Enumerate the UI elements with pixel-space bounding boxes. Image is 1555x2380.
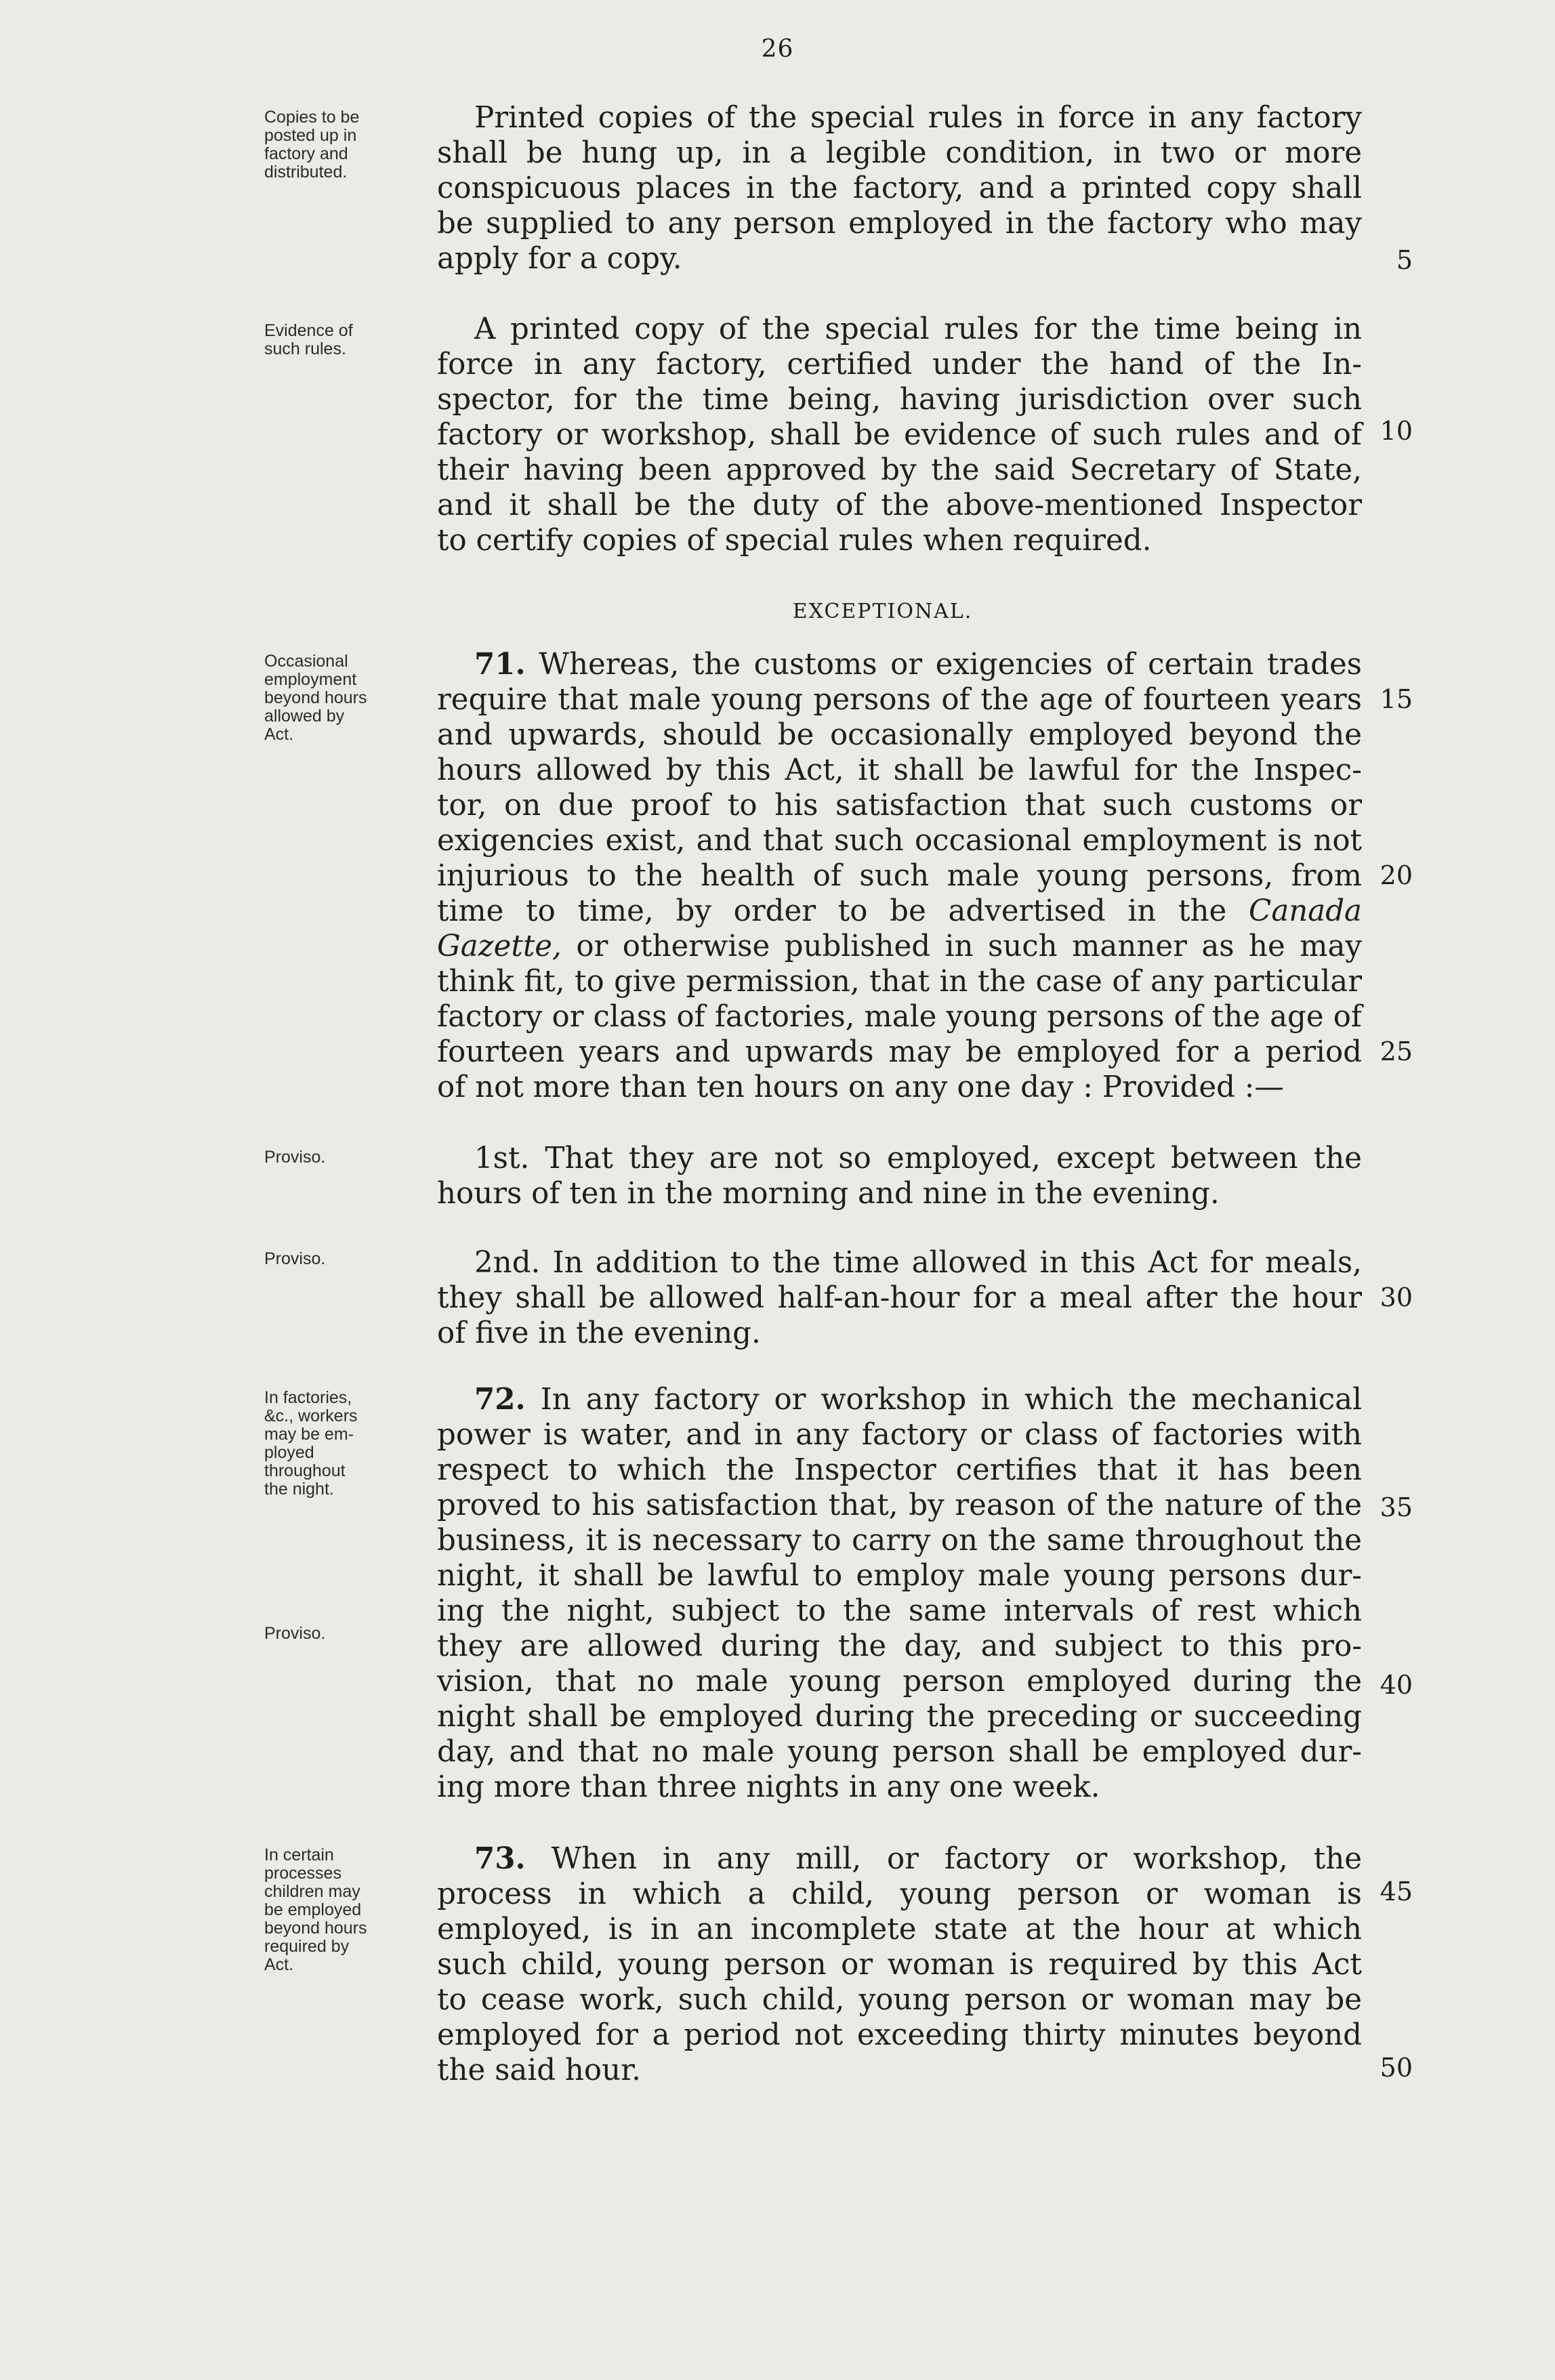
margin-note-evidence: Evidence of such rules.	[264, 321, 353, 358]
line-number: 15	[1380, 684, 1413, 714]
margin-note-certain-processes: In certain processes children may be employed beyond hours required by Act.	[264, 1845, 367, 1974]
section-73: 73. When in any mill, or factory or workshop, the process in which a child, young person or woman is employed, is in an incomplete state at the hour at which such child, young person or woman is required by this Act to cease work, such child, young person or woman may be employed for a period not exceeding thirty minutes beyond the said hour.	[437, 1841, 1362, 2087]
section-71: 71. Whereas, the customs or exigencies of certain trades require that male young persons of the age of fourteen years and upwards, should be occasionally employed beyond the hours allowed by this Act, it shall be lawful for the Inspec- tor, on due proof to his satisfaction that such customs or exigencies exist, and that such occasional employment is not injurious to the health of such male young persons, from time to time, by order to be advertised in the Canada Gazette, or otherwise published in such manner as he may think fit, to give permission, that in the case of any particular factory or class of factories, male young persons of the age of fourteen years and upwards may be employed for a period of not more than ten hours on any one day : Provided :—	[437, 647, 1363, 1104]
section-number-71: 71.	[474, 647, 526, 682]
margin-note-proviso-3: Proviso.	[264, 1624, 326, 1643]
page-number: 26	[761, 35, 794, 63]
margin-note-occasional-employment: Occasional employment beyond hours allowed by Act.	[264, 652, 367, 744]
margin-note-night-work: In factories, &c., workers may be em- ployed throughout the night.	[264, 1388, 358, 1499]
margin-note-copies-posted: Copies to be posted up in factory and distributed.	[264, 108, 360, 182]
section-heading: EXCEPTIONAL.	[792, 600, 973, 623]
margin-note-proviso-1: Proviso.	[264, 1148, 326, 1167]
proviso-first: 1st. That they are not so employed, except between the hours of ten in the morning and nine in the evening.	[437, 1142, 1362, 1211]
line-number: 10	[1380, 416, 1413, 446]
section-number-72: 72.	[474, 1382, 526, 1417]
line-number: 30	[1380, 1282, 1413, 1312]
margin-note-proviso-2: Proviso.	[264, 1249, 326, 1268]
paragraph-copies-posted: Printed copies of the special rules in force in any factory shall be hung up, in a legible condition, in two or more conspicuous places in the factory, and a printed copy shall be supplied to any person employed in the factory who may apply for a copy.	[437, 101, 1362, 276]
italic-gazette: Gazette,	[437, 930, 562, 963]
line-number: 40	[1380, 1670, 1413, 1700]
line-number: 25	[1380, 1037, 1413, 1066]
section-number-73: 73.	[474, 1841, 526, 1876]
line-number: 20	[1380, 860, 1413, 890]
line-number: 5	[1396, 245, 1413, 275]
line-number: 35	[1380, 1492, 1413, 1522]
italic-canada: Canada	[1249, 894, 1362, 928]
proviso-second: 2nd. In addition to the time allowed in this Act for meals, they shall be allowed half-an-hour for a meal after the hour of five in the evening.	[437, 1246, 1362, 1350]
section-72: 72. In any factory or workshop in which the mechanical power is water, and in any factory or class of factories with respect to which the Inspector certifies that it has been proved to his satisfaction that, by reason of the nature of the business, it is necessary to carry on the same throughout the night, it shall be lawful to employ male young persons dur- ing the night, subject to the same intervals of rest which they are allowed during the day, and subject to this pro- vision, that no male young person employed during the night shall be employed during the preceding or succeeding day, and that no male young person shall be employed dur- ing more than three nights in any one week.	[437, 1382, 1363, 1804]
line-number: 45	[1380, 1877, 1413, 1906]
line-number: 50	[1380, 2053, 1413, 2083]
paragraph-evidence: A printed copy of the special rules for the time being in force in any factory, certified under the hand of the In- spector, for the time being, having jurisdiction over such factory or workshop, shall be evidence of such rules and of their having been approved by the said Secretary of State, and it shall be the duty of the above-mentioned Inspector to certify copies of special rules when required.	[437, 312, 1362, 558]
